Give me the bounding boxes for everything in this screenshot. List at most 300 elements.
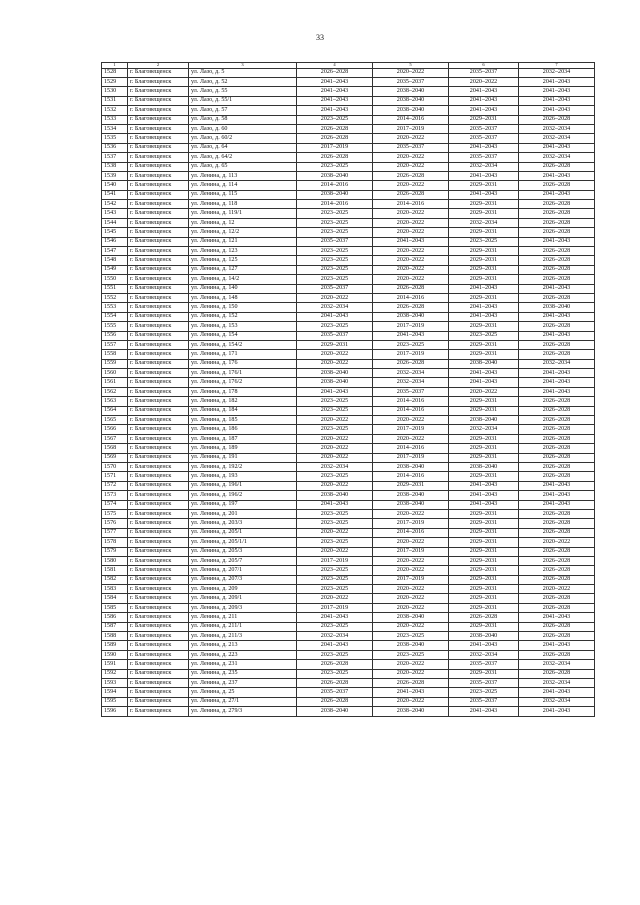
period-cell: 2029–2031 xyxy=(449,406,519,415)
city-cell: г. Благовещенск xyxy=(128,209,189,218)
row-number: 1530 xyxy=(102,87,128,96)
period-cell: 2041–2043 xyxy=(449,143,519,152)
city-cell: г. Благовещенск xyxy=(128,322,189,331)
address-cell: ул. Ленина, д. 205/1 xyxy=(189,528,297,537)
city-cell: г. Благовещенск xyxy=(128,256,189,265)
period-cell: 2026–2028 xyxy=(519,603,595,612)
period-cell: 2041–2043 xyxy=(519,387,595,396)
period-cell: 2020–2022 xyxy=(373,566,449,575)
period-cell: 2020–2022 xyxy=(373,434,449,443)
address-cell: ул. Ленина, д. 211/3 xyxy=(189,632,297,641)
period-cell: 2023–2025 xyxy=(297,425,373,434)
period-cell: 2020–2022 xyxy=(449,387,519,396)
period-cell: 2017–2019 xyxy=(373,453,449,462)
period-cell: 2026–2028 xyxy=(519,256,595,265)
address-cell: ул. Лазо, д. 58 xyxy=(189,115,297,124)
period-cell: 2041–2043 xyxy=(449,171,519,180)
period-cell: 2032–2034 xyxy=(519,697,595,706)
period-cell: 2023–2025 xyxy=(297,265,373,274)
period-cell: 2026–2028 xyxy=(519,322,595,331)
period-cell: 2026–2028 xyxy=(297,697,373,706)
period-cell: 2026–2028 xyxy=(519,453,595,462)
period-cell: 2017–2019 xyxy=(373,519,449,528)
city-cell: г. Благовещенск xyxy=(128,96,189,105)
period-cell: 2041–2043 xyxy=(519,312,595,321)
row-number: 1545 xyxy=(102,228,128,237)
city-cell: г. Благовещенск xyxy=(128,678,189,687)
period-cell: 2014–2016 xyxy=(297,181,373,190)
period-cell: 2029–2031 xyxy=(449,209,519,218)
address-cell: ул. Ленина, д. 279/3 xyxy=(189,707,297,716)
table-row xyxy=(102,556,595,565)
row-number: 1544 xyxy=(102,218,128,227)
period-cell: 2029–2031 xyxy=(297,340,373,349)
city-cell: г. Благовещенск xyxy=(128,387,189,396)
table-row xyxy=(102,237,595,246)
period-cell: 2026–2028 xyxy=(373,284,449,293)
address-cell: ул. Ленина, д. 192/2 xyxy=(189,463,297,472)
period-cell: 2029–2031 xyxy=(449,472,519,481)
period-cell: 2038–2040 xyxy=(297,171,373,180)
period-cell: 2038–2040 xyxy=(373,96,449,105)
period-cell: 2026–2028 xyxy=(519,650,595,659)
city-cell: г. Благовещенск xyxy=(128,603,189,612)
period-cell: 2035–2037 xyxy=(297,331,373,340)
period-cell: 2041–2043 xyxy=(449,369,519,378)
table-row xyxy=(102,359,595,368)
period-cell: 2026–2028 xyxy=(373,303,449,312)
address-cell: ул. Ленина, д. 184 xyxy=(189,406,297,415)
period-cell: 2029–2031 xyxy=(449,322,519,331)
period-cell: 2029–2031 xyxy=(449,350,519,359)
period-cell: 2041–2043 xyxy=(449,284,519,293)
table-row xyxy=(102,481,595,490)
city-cell: г. Благовещенск xyxy=(128,444,189,453)
period-cell: 2041–2043 xyxy=(449,707,519,716)
period-cell: 2020–2022 xyxy=(373,265,449,274)
city-cell: г. Благовещенск xyxy=(128,265,189,274)
period-cell: 2020–2022 xyxy=(373,416,449,425)
period-cell: 2041–2043 xyxy=(519,500,595,509)
period-cell: 2014–2016 xyxy=(373,444,449,453)
city-cell: г. Благовещенск xyxy=(128,190,189,199)
period-cell: 2029–2031 xyxy=(449,669,519,678)
period-cell: 2020–2022 xyxy=(297,444,373,453)
city-cell: г. Благовещенск xyxy=(128,115,189,124)
city-cell: г. Благовещенск xyxy=(128,519,189,528)
city-cell: г. Благовещенск xyxy=(128,68,189,77)
table-row xyxy=(102,218,595,227)
period-cell: 2029–2031 xyxy=(449,397,519,406)
period-cell: 2023–2025 xyxy=(297,650,373,659)
period-cell: 2041–2043 xyxy=(449,303,519,312)
period-cell: 2020–2022 xyxy=(297,350,373,359)
address-cell: ул. Ленина, д. 154 xyxy=(189,331,297,340)
city-cell: г. Благовещенск xyxy=(128,556,189,565)
period-cell: 2020–2022 xyxy=(373,218,449,227)
period-cell: 2032–2034 xyxy=(519,153,595,162)
period-cell: 2014–2016 xyxy=(373,472,449,481)
row-number: 1570 xyxy=(102,463,128,472)
address-cell: ул. Ленина, д. 12/2 xyxy=(189,228,297,237)
period-cell: 2020–2022 xyxy=(519,538,595,547)
address-cell: ул. Ленина, д. 123 xyxy=(189,247,297,256)
table-row xyxy=(102,247,595,256)
period-cell: 2026–2028 xyxy=(297,153,373,162)
address-cell: ул. Ленина, д. 115 xyxy=(189,190,297,199)
period-cell: 2023–2025 xyxy=(449,237,519,246)
address-cell: ул. Ленина, д. 235 xyxy=(189,669,297,678)
period-cell: 2026–2028 xyxy=(519,115,595,124)
period-cell: 2032–2034 xyxy=(297,463,373,472)
row-number: 1593 xyxy=(102,678,128,687)
address-cell: ул. Лазо, д. 55 xyxy=(189,87,297,96)
period-cell: 2023–2025 xyxy=(297,585,373,594)
period-cell: 2020–2022 xyxy=(297,359,373,368)
period-cell: 2032–2034 xyxy=(373,369,449,378)
period-cell: 2026–2028 xyxy=(519,416,595,425)
row-number: 1580 xyxy=(102,556,128,565)
row-number: 1566 xyxy=(102,425,128,434)
city-cell: г. Благовещенск xyxy=(128,547,189,556)
row-number: 1547 xyxy=(102,247,128,256)
row-number: 1540 xyxy=(102,181,128,190)
period-cell: 2026–2028 xyxy=(519,340,595,349)
period-cell: 2017–2019 xyxy=(297,603,373,612)
row-number: 1538 xyxy=(102,162,128,171)
table-row xyxy=(102,406,595,415)
row-number: 1548 xyxy=(102,256,128,265)
period-cell: 2035–2037 xyxy=(449,124,519,133)
address-cell: ул. Лазо, д. 5 xyxy=(189,68,297,77)
period-cell: 2026–2028 xyxy=(519,200,595,209)
city-cell: г. Благовещенск xyxy=(128,77,189,86)
period-cell: 2029–2031 xyxy=(449,575,519,584)
period-cell: 2038–2040 xyxy=(373,500,449,509)
period-cell: 2041–2043 xyxy=(373,688,449,697)
city-cell: г. Благовещенск xyxy=(128,181,189,190)
city-cell: г. Благовещенск xyxy=(128,369,189,378)
address-cell: ул. Лазо, д. 57 xyxy=(189,106,297,115)
row-number: 1582 xyxy=(102,575,128,584)
city-cell: г. Благовещенск xyxy=(128,350,189,359)
period-cell: 2020–2022 xyxy=(297,453,373,462)
row-number: 1561 xyxy=(102,378,128,387)
address-cell: ул. Ленина, д. 154/2 xyxy=(189,340,297,349)
address-cell: ул. Ленина, д. 205/1/1 xyxy=(189,538,297,547)
period-cell: 2020–2022 xyxy=(373,209,449,218)
row-number: 1542 xyxy=(102,200,128,209)
city-cell: г. Благовещенск xyxy=(128,303,189,312)
period-cell: 2017–2019 xyxy=(297,143,373,152)
address-cell: ул. Ленина, д. 211/1 xyxy=(189,622,297,631)
period-cell: 2020–2022 xyxy=(373,68,449,77)
address-cell: ул. Ленина, д. 191 xyxy=(189,453,297,462)
table-row xyxy=(102,350,595,359)
period-cell: 2026–2028 xyxy=(519,519,595,528)
row-number: 1591 xyxy=(102,660,128,669)
period-cell: 2038–2040 xyxy=(449,632,519,641)
address-cell: ул. Ленина, д. 193 xyxy=(189,472,297,481)
period-cell: 2020–2022 xyxy=(373,134,449,143)
city-cell: г. Благовещенск xyxy=(128,434,189,443)
period-cell: 2029–2031 xyxy=(449,556,519,565)
period-cell: 2026–2028 xyxy=(519,162,595,171)
period-cell: 2029–2031 xyxy=(449,434,519,443)
period-cell: 2029–2031 xyxy=(449,444,519,453)
period-cell: 2026–2028 xyxy=(449,613,519,622)
table-row xyxy=(102,369,595,378)
city-cell: г. Благовещенск xyxy=(128,416,189,425)
period-cell: 2035–2037 xyxy=(449,678,519,687)
period-cell: 2023–2025 xyxy=(297,669,373,678)
table-row xyxy=(102,322,595,331)
period-cell: 2032–2034 xyxy=(519,359,595,368)
table-row xyxy=(102,453,595,462)
table-row xyxy=(102,293,595,302)
period-cell: 2023–2025 xyxy=(297,397,373,406)
period-cell: 2029–2031 xyxy=(449,538,519,547)
period-cell: 2032–2034 xyxy=(449,218,519,227)
address-cell: ул. Лазо, д. 65 xyxy=(189,162,297,171)
period-cell: 2014–2016 xyxy=(297,200,373,209)
row-number: 1559 xyxy=(102,359,128,368)
address-cell: ул. Ленина, д. 148 xyxy=(189,293,297,302)
period-cell: 2035–2037 xyxy=(297,688,373,697)
period-cell: 2041–2043 xyxy=(297,387,373,396)
row-number: 1569 xyxy=(102,453,128,462)
address-cell: ул. Ленина, д. 237 xyxy=(189,678,297,687)
row-number: 1529 xyxy=(102,77,128,86)
period-cell: 2038–2040 xyxy=(373,491,449,500)
period-cell: 2020–2022 xyxy=(297,293,373,302)
city-cell: г. Благовещенск xyxy=(128,491,189,500)
period-cell: 2041–2043 xyxy=(449,312,519,321)
period-cell: 2014–2016 xyxy=(373,406,449,415)
column-number: 3 xyxy=(189,63,297,69)
period-cell: 2023–2025 xyxy=(297,519,373,528)
period-cell: 2020–2022 xyxy=(449,77,519,86)
city-cell: г. Благовещенск xyxy=(128,585,189,594)
period-cell: 2020–2022 xyxy=(373,556,449,565)
row-number: 1588 xyxy=(102,632,128,641)
period-cell: 2041–2043 xyxy=(297,613,373,622)
address-cell: ул. Ленина, д. 207/3 xyxy=(189,575,297,584)
table-row xyxy=(102,603,595,612)
row-number: 1532 xyxy=(102,106,128,115)
table-row xyxy=(102,265,595,274)
address-cell: ул. Ленина, д. 153 xyxy=(189,322,297,331)
period-cell: 2023–2025 xyxy=(297,322,373,331)
period-cell: 2023–2025 xyxy=(297,509,373,518)
period-cell: 2014–2016 xyxy=(373,293,449,302)
table-row xyxy=(102,594,595,603)
period-cell: 2041–2043 xyxy=(297,641,373,650)
period-cell: 2020–2022 xyxy=(297,528,373,537)
address-cell: ул. Ленина, д. 182 xyxy=(189,397,297,406)
table-row xyxy=(102,585,595,594)
address-cell: ул. Ленина, д. 185 xyxy=(189,416,297,425)
table-row xyxy=(102,547,595,556)
table-row xyxy=(102,106,595,115)
period-cell: 2041–2043 xyxy=(449,96,519,105)
period-cell: 2026–2028 xyxy=(373,678,449,687)
address-cell: ул. Ленина, д. 125 xyxy=(189,256,297,265)
address-cell: ул. Ленина, д. 113 xyxy=(189,171,297,180)
city-cell: г. Благовещенск xyxy=(128,406,189,415)
period-cell: 2029–2031 xyxy=(449,115,519,124)
period-cell: 2029–2031 xyxy=(449,603,519,612)
period-cell: 2023–2025 xyxy=(297,566,373,575)
city-cell: г. Благовещенск xyxy=(128,153,189,162)
row-number: 1537 xyxy=(102,153,128,162)
row-number: 1565 xyxy=(102,416,128,425)
period-cell: 2041–2043 xyxy=(449,378,519,387)
row-number: 1572 xyxy=(102,481,128,490)
period-cell: 2020–2022 xyxy=(297,594,373,603)
address-cell: ул. Ленина, д. 205/7 xyxy=(189,556,297,565)
period-cell: 2041–2043 xyxy=(519,707,595,716)
table-row xyxy=(102,143,595,152)
period-cell: 2032–2034 xyxy=(519,68,595,77)
row-number: 1594 xyxy=(102,688,128,697)
period-cell: 2029–2031 xyxy=(449,547,519,556)
period-cell: 2029–2031 xyxy=(449,200,519,209)
address-cell: ул. Ленина, д. 176/1 xyxy=(189,369,297,378)
table-row xyxy=(102,284,595,293)
period-cell: 2029–2031 xyxy=(449,256,519,265)
city-cell: г. Благовещенск xyxy=(128,359,189,368)
period-cell: 2020–2022 xyxy=(373,162,449,171)
row-number: 1551 xyxy=(102,284,128,293)
period-cell: 2026–2028 xyxy=(519,209,595,218)
period-cell: 2020–2022 xyxy=(373,247,449,256)
row-number: 1528 xyxy=(102,68,128,77)
row-number: 1577 xyxy=(102,528,128,537)
period-cell: 2038–2040 xyxy=(297,378,373,387)
period-cell: 2032–2034 xyxy=(519,678,595,687)
period-cell: 2026–2028 xyxy=(297,68,373,77)
table-row xyxy=(102,500,595,509)
address-cell: ул. Ленина, д. 209 xyxy=(189,585,297,594)
table-row xyxy=(102,463,595,472)
period-cell: 2026–2028 xyxy=(519,575,595,584)
city-cell: г. Благовещенск xyxy=(128,622,189,631)
column-number: 4 xyxy=(297,63,373,69)
address-cell: ул. Ленина, д. 176/2 xyxy=(189,378,297,387)
city-cell: г. Благовещенск xyxy=(128,632,189,641)
period-cell: 2023–2025 xyxy=(449,688,519,697)
period-cell: 2026–2028 xyxy=(519,444,595,453)
table-row xyxy=(102,697,595,706)
period-cell: 2023–2025 xyxy=(297,115,373,124)
period-cell: 2023–2025 xyxy=(297,247,373,256)
period-cell: 2038–2040 xyxy=(449,416,519,425)
period-cell: 2041–2043 xyxy=(449,87,519,96)
period-cell: 2020–2022 xyxy=(373,509,449,518)
table-row xyxy=(102,77,595,86)
row-number: 1543 xyxy=(102,209,128,218)
period-cell: 2014–2016 xyxy=(373,200,449,209)
city-cell: г. Благовещенск xyxy=(128,707,189,716)
period-cell: 2026–2028 xyxy=(373,359,449,368)
period-cell: 2041–2043 xyxy=(519,87,595,96)
table-row xyxy=(102,509,595,518)
page-number: 33 xyxy=(316,33,324,42)
period-cell: 2023–2025 xyxy=(297,228,373,237)
row-number: 1592 xyxy=(102,669,128,678)
table-row xyxy=(102,491,595,500)
city-cell: г. Благовещенск xyxy=(128,500,189,509)
period-cell: 2026–2028 xyxy=(519,181,595,190)
row-number: 1557 xyxy=(102,340,128,349)
city-cell: г. Благовещенск xyxy=(128,218,189,227)
table-row xyxy=(102,340,595,349)
row-number: 1579 xyxy=(102,547,128,556)
period-cell: 2041–2043 xyxy=(449,481,519,490)
period-cell: 2026–2028 xyxy=(519,425,595,434)
period-cell: 2038–2040 xyxy=(373,87,449,96)
row-number: 1586 xyxy=(102,613,128,622)
period-cell: 2020–2022 xyxy=(373,153,449,162)
table-row xyxy=(102,622,595,631)
period-cell: 2035–2037 xyxy=(297,237,373,246)
period-cell: 2023–2025 xyxy=(297,538,373,547)
city-cell: г. Благовещенск xyxy=(128,669,189,678)
period-cell: 2017–2019 xyxy=(373,350,449,359)
period-cell: 2029–2031 xyxy=(449,622,519,631)
address-cell: ул. Ленина, д. 127 xyxy=(189,265,297,274)
row-number: 1555 xyxy=(102,322,128,331)
period-cell: 2041–2043 xyxy=(519,171,595,180)
table-row xyxy=(102,425,595,434)
city-cell: г. Благовещенск xyxy=(128,463,189,472)
table-row xyxy=(102,134,595,143)
city-cell: г. Благовещенск xyxy=(128,472,189,481)
row-number: 1558 xyxy=(102,350,128,359)
address-cell: ул. Ленина, д. 178 xyxy=(189,387,297,396)
period-cell: 2026–2028 xyxy=(519,566,595,575)
column-number: 2 xyxy=(128,63,189,69)
period-cell: 2026–2028 xyxy=(519,472,595,481)
period-cell: 2029–2031 xyxy=(449,275,519,284)
city-cell: г. Благовещенск xyxy=(128,660,189,669)
city-cell: г. Благовещенск xyxy=(128,650,189,659)
period-cell: 2038–2040 xyxy=(373,312,449,321)
period-cell: 2026–2028 xyxy=(519,265,595,274)
city-cell: г. Благовещенск xyxy=(128,200,189,209)
period-cell: 2041–2043 xyxy=(449,106,519,115)
period-cell: 2035–2037 xyxy=(297,284,373,293)
period-cell: 2026–2028 xyxy=(519,397,595,406)
period-cell: 2026–2028 xyxy=(297,124,373,133)
period-cell: 2026–2028 xyxy=(519,622,595,631)
period-cell: 2038–2040 xyxy=(297,190,373,199)
period-cell: 2026–2028 xyxy=(519,509,595,518)
row-number: 1596 xyxy=(102,707,128,716)
period-cell: 2029–2031 xyxy=(449,566,519,575)
table-row xyxy=(102,641,595,650)
table-row xyxy=(102,331,595,340)
row-number: 1563 xyxy=(102,397,128,406)
period-cell: 2017–2019 xyxy=(373,547,449,556)
period-cell: 2035–2037 xyxy=(373,77,449,86)
table-row xyxy=(102,312,595,321)
row-number: 1587 xyxy=(102,622,128,631)
city-cell: г. Благовещенск xyxy=(128,575,189,584)
city-cell: г. Благовещенск xyxy=(128,594,189,603)
period-cell: 2023–2025 xyxy=(297,622,373,631)
